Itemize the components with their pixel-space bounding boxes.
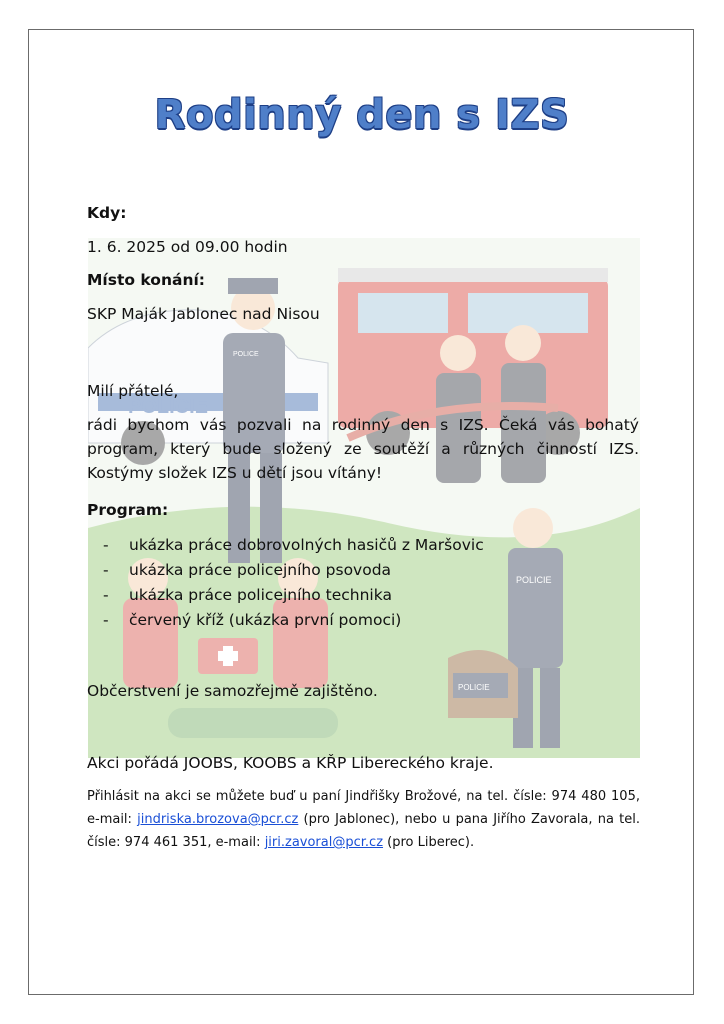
program-label: Program: [87, 501, 169, 519]
dog-vest-label: POLICIE [458, 683, 490, 692]
program-item-text: ukázka práce dobrovolných hasičů z Maršovic [129, 536, 484, 554]
police-car-label: POLICIE [128, 396, 209, 418]
when-label: Kdy: [87, 204, 127, 222]
list-item: - ukázka práce dobrovolných hasičů z Maršovic [103, 536, 484, 554]
refreshments-note: Občerstvení je samozřejmě zajištěno. [87, 682, 378, 700]
contact-text-2: (pro Jablonec), nebo u pana Jiřího Zavorala, na tel. čísle: 974 461 351, e-mail: [87, 812, 640, 850]
email-link-zavoral[interactable]: jiri.zavoral@pcr.cz [264, 835, 384, 850]
list-item: - ukázka práce policejního technika [103, 586, 392, 604]
place-value: SKP Maják Jablonec nad Nisou [87, 305, 320, 323]
intro-paragraph: rádi bychom vás pozvali na rodinný den s IZS. Čeká vás bohatý program, který bude složený ze soutěží a různých činností IZS. Kostýmy složek IZS u dětí jsou vítány! [87, 416, 639, 482]
program-item-text: ukázka práce policejního technika [129, 586, 392, 604]
list-item: - červený kříž (ukázka první pomoci) [103, 611, 402, 629]
list-item: - ukázka práce policejního psovoda [103, 561, 392, 579]
contact-paragraph [87, 785, 640, 854]
page-title: Rodinný den s IZS [154, 92, 570, 138]
program-item-text: červený kříž (ukázka první pomoci) [129, 611, 402, 629]
officer-cap-label: POLICE [233, 351, 259, 358]
contact-text-1: Přihlásit na akci se můžete buď u paní Jindřišky Brožové, na tel. čísle: 974 480 105, e-mail: [87, 789, 640, 827]
greeting: Milí přátelé, [87, 382, 179, 400]
program-list [103, 533, 583, 633]
when-value: 1. 6. 2025 od 09.00 hodin [87, 238, 288, 256]
officer-badge-label: POLICIE [516, 575, 552, 585]
program-item-text: ukázka práce policejního psovoda [129, 561, 392, 579]
organizer-note: Akci pořádá JOOBS, KOOBS a KŘP Libereckého kraje. [87, 754, 494, 772]
contact-text-3: (pro Liberec). [383, 835, 475, 850]
email-link-brozova[interactable]: jindriska.brozova@pcr.cz [137, 812, 299, 827]
place-label: Místo konání: [87, 271, 205, 289]
